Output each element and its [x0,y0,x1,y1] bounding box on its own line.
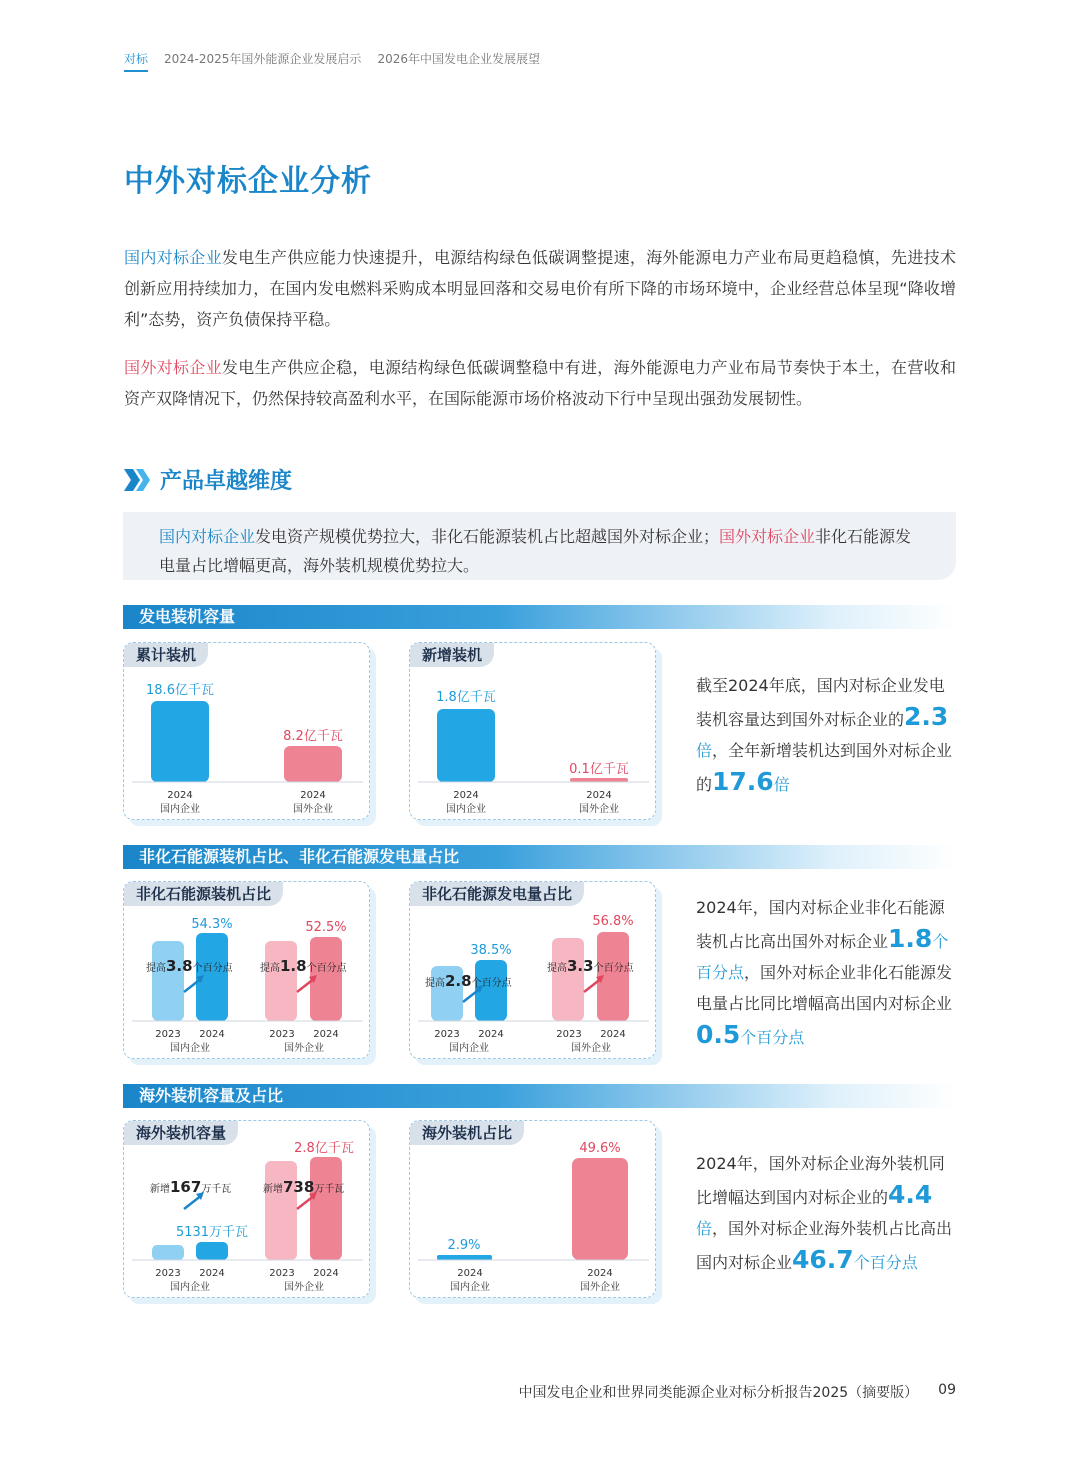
nav-item-outlook[interactable]: 2026年中国发电企业发展展望 [377,52,540,66]
year-label: 2023 [269,1029,295,1040]
cumulative-capacity-chart [124,643,370,820]
highlight-number: 1.8 [888,924,933,953]
highlight-foreign: 国外对标企业 [719,527,816,546]
year-label: 2024 [457,1268,483,1279]
year-label: 2024 [313,1268,339,1279]
year-label: 2023 [155,1268,181,1279]
panel-tag: 新增装机 [410,643,494,667]
value-label-domestic-2024: 54.3% [191,917,233,932]
intro-paragraph-foreign [124,352,956,414]
year-label: 2023 [269,1268,295,1279]
year-label: 2023 [155,1029,181,1040]
highlight-number: 4.4 [888,1180,933,1209]
year-label: 2024 [313,1029,339,1040]
overseas-capacity-chart [124,1121,370,1298]
category-label: 国外企业 [293,804,333,815]
panel-overseas-capacity [123,1120,370,1298]
panel-tag: 非化石能源装机占比 [124,882,283,906]
category-label: 国外企业 [284,1282,324,1293]
panel-tag: 累计装机 [124,643,208,667]
year-label: 2024 [300,790,326,801]
panel-new-capacity [409,642,656,820]
section-title-text: 产品卓越维度 [160,469,293,494]
category-label: 国外企业 [579,804,619,815]
panel-overseas-share [409,1120,656,1298]
bar-foreign-2023 [265,1161,297,1260]
header-non-fossil: 非化石能源装机占比、非化石能源发电量占比 [123,845,956,869]
year-label: 2024 [478,1029,504,1040]
panel-non-fossil-generation-share [409,881,656,1059]
paragraph-text: 发电生产供应能力快速提升，电源结构绿色低碳调整提速，海外能源电力产业布局更趋稳慎，先进技术创新应用持续加力，在国内发电燃料采购成本明显回落和交易电价有所下降的市场环境中，企业经营总体呈现“降收增利”态势，资产负债保持平稳。 [124,248,956,329]
bar-domestic-2023 [152,941,184,1021]
increase-label-domestic: 提高2.8个百分点 [425,972,512,990]
value-label-foreign-2024: 56.8% [592,914,634,929]
header-overseas: 海外装机容量及占比 [123,1084,956,1108]
panel-tag: 海外装机容量 [124,1121,238,1145]
category-label: 国内企业 [170,1282,210,1293]
summary-box [123,512,956,580]
highlight-domestic: 国内对标企业 [159,527,256,546]
description-installed-capacity: 截至2024年底，国内对标企业发电装机容量达到国外对标企业的2.3倍，全年新增装机达到国外对标企业的17.6倍 [696,676,953,796]
section-title [124,464,292,495]
bar-domestic-2024 [437,1255,492,1260]
bar-domestic-2024 [437,709,495,782]
header-installed-capacity: 发电装机容量 [123,605,956,629]
value-label-foreign: 49.6% [579,1141,621,1156]
bar-foreign-2024 [570,778,628,782]
non-fossil-generation-chart [410,882,656,1059]
category-label: 国内企业 [446,804,486,815]
page-footer [519,1382,956,1402]
overseas-share-chart [410,1121,656,1298]
category-label: 国内企业 [450,1282,490,1293]
panel-tag: 非化石能源发电量占比 [410,882,584,906]
bar-foreign-2023 [265,941,297,1021]
value-label-foreign-2024: 2.8亿千瓦 [294,1141,354,1156]
highlight-number: 46.7 [792,1245,854,1274]
value-label-domestic-2024: 38.5% [470,943,512,958]
non-fossil-capacity-chart [124,882,370,1059]
panel-tag: 海外装机占比 [410,1121,524,1145]
double-chevron-icon [124,469,152,491]
bar-domestic-2023 [152,1245,184,1260]
page-number: 09 [938,1382,956,1398]
value-label-domestic-2024: 5131万千瓦 [175,1225,249,1240]
year-label: 2024 [587,1268,613,1279]
year-label: 2024 [600,1029,626,1040]
value-label-domestic: 1.8亿千瓦 [436,690,496,705]
description-overseas: 2024年，国外对标企业海外装机同比增幅达到国内对标企业的4.4倍，国外对标企业海外装机占比高出国内对标企业46.7个百分点 [696,1154,953,1274]
bar-foreign-2024 [284,746,342,782]
value-label-domestic: 2.9% [447,1238,481,1253]
increase-label-foreign: 提高3.3个百分点 [547,957,634,975]
year-label: 2024 [453,790,479,801]
intro-paragraph-domestic [124,242,956,335]
increase-label-foreign: 提高1.8个百分点 [260,957,347,975]
addition-label-domestic: 新增167万千瓦 [150,1178,232,1196]
category-label: 国内企业 [449,1043,489,1054]
addition-label-foreign: 新增738万千瓦 [263,1178,345,1196]
page-title: 中外对标企业分析 [124,164,372,199]
increase-label-domestic: 提高3.8个百分点 [146,957,233,975]
category-label: 国外企业 [571,1043,611,1054]
summary-text: 发电资产规模优势拉大，非化石能源装机占比超越国外对标企业； [255,527,720,546]
bar-domestic-2024 [196,1242,228,1260]
year-label: 2024 [199,1029,225,1040]
year-label: 2023 [556,1029,582,1040]
highlight-number: 17.6 [712,767,774,796]
highlight-foreign: 国外对标企业 [124,358,222,377]
value-label-foreign: 8.2亿千瓦 [283,729,343,744]
category-label: 国外企业 [284,1043,324,1054]
highlight-number: 2.3 [904,702,949,731]
year-label: 2024 [199,1268,225,1279]
bar-foreign-2024 [572,1158,628,1260]
highlight-domestic: 国内对标企业 [124,248,222,267]
bar-domestic-2024 [151,701,209,782]
highlight-number: 0.5 [696,1020,741,1049]
paragraph-text: 发电生产供应企稳，电源结构绿色低碳调整稳中有进，海外能源电力产业布局节奏快于本土，在营收和资产双降情况下，仍然保持较高盈利水平，在国际能源市场价格波动下行中呈现出强劲发展韧性。 [124,358,956,408]
value-label-foreign-2024: 52.5% [305,920,347,935]
panel-non-fossil-capacity-share [123,881,370,1059]
category-label: 国内企业 [170,1043,210,1054]
bar-foreign-2024 [310,1157,342,1260]
value-label-domestic: 18.6亿千瓦 [146,683,214,698]
year-label: 2023 [434,1029,460,1040]
breadcrumb-nav [124,50,540,72]
bar-foreign-2023 [552,938,584,1021]
summary-text: 非化石能源发电量占比增幅更高，海外装机规模优势拉大。 [159,527,912,575]
panel-cumulative-capacity [123,642,370,820]
year-label: 2024 [586,790,612,801]
nav-item-benchmark[interactable]: 对标 [124,50,148,72]
category-label: 国外企业 [580,1282,620,1293]
footer-title: 中国发电企业和世界同类能源企业对标分析报告2025（摘要版） [518,1385,919,1401]
value-label-foreign: 0.1亿千瓦 [569,762,629,777]
year-label: 2024 [167,790,193,801]
category-label: 国内企业 [160,804,200,815]
new-capacity-chart [410,643,656,820]
description-non-fossil: 2024年，国内对标企业非化石能源装机占比高出国外对标企业1.8个百分点，国外对标企业非化石能源发电量占比同比增幅高出国内对标企业0.5个百分点 [696,898,953,1049]
nav-item-insights[interactable]: 2024-2025年国外能源企业发展启示 [164,52,362,66]
